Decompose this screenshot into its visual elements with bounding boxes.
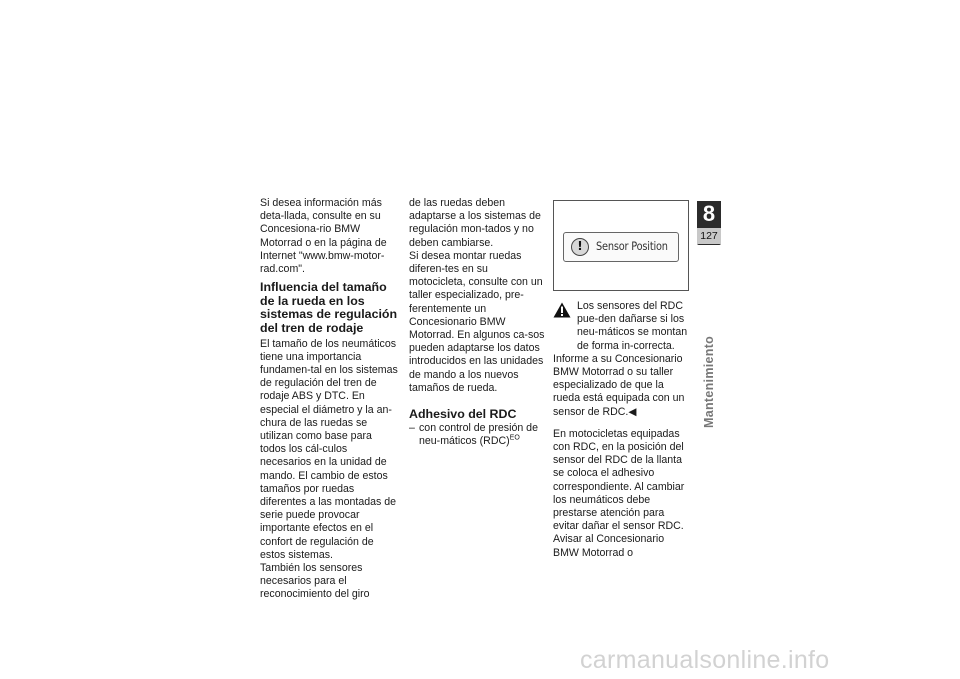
sensor-position-sticker xyxy=(563,232,679,262)
sticker-paragraph: En motocicletas equipadas con RDC, en la posición del sensor del RDC de la llanta se coloca el adhesivo correspondiente. Al cambiar los neumáticos debe prestarse atención para evitar dañar el sensor RDC. Avisar al Concesionario BMW Motorrad o xyxy=(553,427,685,559)
rdc-sticker-figure xyxy=(553,200,689,291)
inform-dealer-paragraph xyxy=(553,353,690,419)
text-column-2 xyxy=(409,197,547,448)
sensor-position-label: Sensor Position xyxy=(596,239,668,254)
bullet-text: con control de presión de neu-máticos (RDC) xyxy=(419,422,538,448)
wheel-size-paragraph: El tamaño de los neumáticos tiene una importancia fundamen-tal en los sistemas de regulación del tren de rodaje ABS y DTC. En especial el diámetro y la an-chura de las ruedas se utilizan como base para todos los cál-culos necesarios en la unidad de mando. El cambio de estos tamaños por ruedas diferentes a las montadas de serie puede provocar importante efectos en el confort de regulación de estos sistemas. xyxy=(260,337,398,561)
section-heading-wheel-size: Influencia del tamaño de la rueda en los sistemas de regulación del tren de rodaje xyxy=(260,280,398,335)
warning-block xyxy=(553,300,690,353)
sensors-paragraph: También los sensores necesarios para el reconocimiento del giro xyxy=(260,562,370,601)
section-number: 8 xyxy=(702,201,716,226)
page-number: 127 xyxy=(697,228,721,244)
bullet-dash: – xyxy=(409,422,415,435)
text-column-3 xyxy=(553,200,690,560)
text-column-1 xyxy=(260,197,400,602)
exclamation-icon: ! xyxy=(571,238,589,256)
section-title-vertical: Mantenimiento xyxy=(702,335,716,428)
different-wheels-paragraph: Si desea montar ruedas diferen-tes en su motocicleta, consulte con un taller especializado, pre-ferentemente un Concesionario BMW Motorrad. En algunos ca-sos pueden adaptarse los datos introducidos en las unidades de mando a los nuevos tamaños de rueda. xyxy=(409,249,545,394)
intro-paragraph: Si desea información más deta-llada, consulte en su Concesiona-rio BMW Motorrad o en la página de Internet "www.bmw-motor-rad.com". xyxy=(260,197,387,276)
sensors-continued-paragraph: de las ruedas deben adaptarse a los sistemas de regulación mon-tados y no deben cambiarse. xyxy=(409,197,541,249)
warning-triangle-icon xyxy=(553,302,571,318)
end-mark-icon: ◀ xyxy=(628,405,637,418)
warning-text: Los sensores del RDC pue-den dañarse si los neu-máticos se montan de forma in-correcta. xyxy=(577,300,688,352)
bullet-text-wrap xyxy=(419,422,547,448)
inform-dealer-text: Informe a su Concesionario BMW Motorrad o su taller especializado de que la rueda está equipada con un sensor de RDC. xyxy=(553,352,685,418)
section-heading-rdc-sticker: Adhesivo del RDC xyxy=(409,407,517,422)
watermark: carmanualsonline.info xyxy=(580,646,830,674)
optional-equipment-mark: EO xyxy=(509,434,520,442)
rdc-bullet xyxy=(409,422,547,448)
